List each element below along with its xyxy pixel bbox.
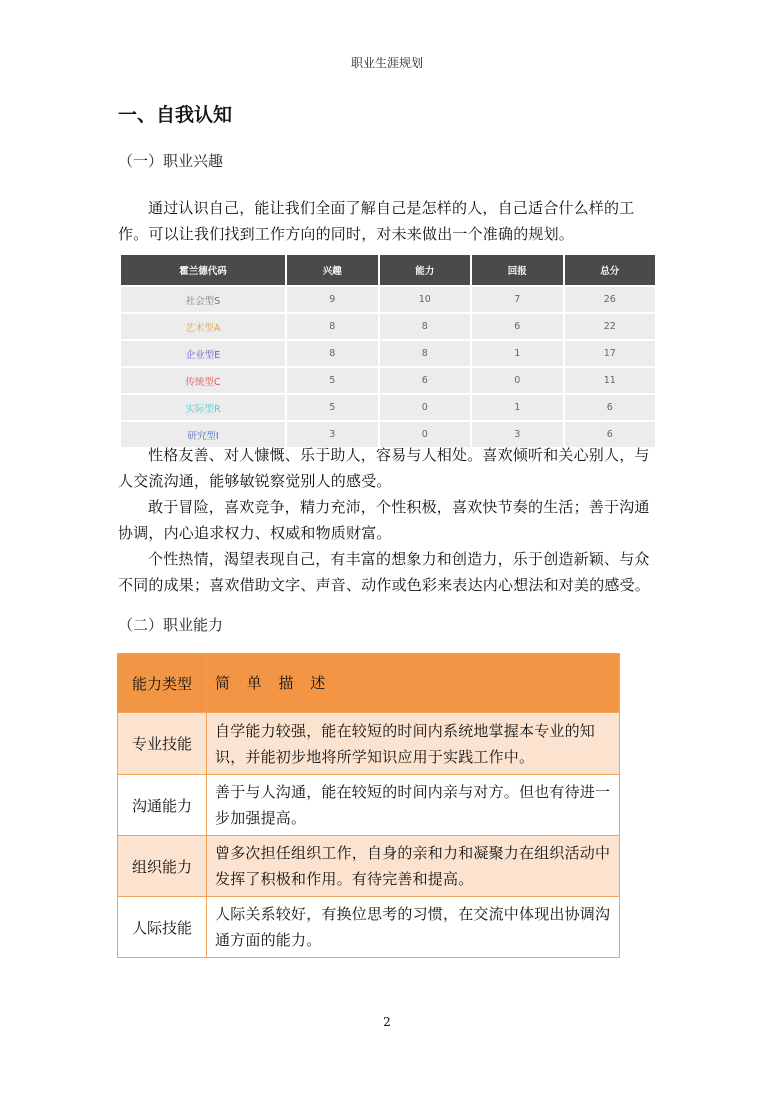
holland-code-cell: 实际型R bbox=[121, 395, 285, 420]
ability-row bbox=[118, 897, 620, 958]
holland-value-cell: 1 bbox=[472, 395, 563, 420]
holland-value-cell: 6 bbox=[380, 368, 471, 393]
holland-value-cell: 1 bbox=[472, 341, 563, 366]
holland-value-cell: 0 bbox=[380, 422, 471, 447]
ability-type: 沟通能力 bbox=[118, 775, 207, 836]
ability-type: 专业技能 bbox=[118, 713, 207, 775]
ability-type: 人际技能 bbox=[118, 897, 207, 958]
holland-row bbox=[121, 287, 655, 312]
holland-header-total: 总分 bbox=[565, 255, 656, 285]
holland-value-cell: 6 bbox=[472, 314, 563, 339]
holland-value-cell: 8 bbox=[287, 341, 378, 366]
holland-value-cell: 0 bbox=[472, 368, 563, 393]
ability-row bbox=[118, 775, 620, 836]
holland-header-row bbox=[121, 255, 655, 285]
holland-row bbox=[121, 395, 655, 420]
subsection-title-ability: （二）职业能力 bbox=[118, 616, 224, 634]
personality-paragraph-2: 敢于冒险，喜欢竞争，精力充沛，个性积极，喜欢快节奏的生活；善于沟通协调，内心追求权力、权威和物质财富。 bbox=[118, 498, 650, 542]
holland-value-cell: 3 bbox=[287, 422, 378, 447]
holland-value-cell: 8 bbox=[380, 341, 471, 366]
ability-type: 组织能力 bbox=[118, 836, 207, 897]
holland-table bbox=[119, 253, 657, 449]
holland-value-cell: 7 bbox=[472, 287, 563, 312]
holland-header-reward: 回报 bbox=[472, 255, 563, 285]
personality-paragraph-1: 性格友善、对人慷慨、乐于助人，容易与人相处。喜欢倾听和关心别人，与人交流沟通，能够敏锐察觉别人的感受。 bbox=[118, 446, 650, 490]
ability-table bbox=[117, 653, 620, 958]
holland-header-interest: 兴趣 bbox=[287, 255, 378, 285]
holland-value-cell: 5 bbox=[287, 368, 378, 393]
ability-desc: 人际关系较好，有换位思考的习惯，在交流中体现出协调沟通方面的能力。 bbox=[207, 897, 620, 958]
holland-value-cell: 5 bbox=[287, 395, 378, 420]
ability-row bbox=[118, 713, 620, 775]
holland-value-cell: 6 bbox=[565, 422, 656, 447]
holland-code-cell: 艺术型A bbox=[121, 314, 285, 339]
ability-desc: 曾多次担任组织工作，自身的亲和力和凝聚力在组织活动中发挥了积极和作用。有待完善和提高。 bbox=[207, 836, 620, 897]
holland-value-cell: 8 bbox=[380, 314, 471, 339]
holland-row bbox=[121, 341, 655, 366]
section-title: 一、自我认知 bbox=[118, 104, 233, 126]
holland-value-cell: 8 bbox=[287, 314, 378, 339]
page-number: 2 bbox=[383, 1015, 391, 1029]
holland-row bbox=[121, 368, 655, 393]
holland-header-ability: 能力 bbox=[380, 255, 471, 285]
holland-header-code: 霍兰德代码 bbox=[121, 255, 285, 285]
holland-value-cell: 0 bbox=[380, 395, 471, 420]
personality-paragraph-3: 个性热情，渴望表现自己，有丰富的想象力和创造力，乐于创造新颖、与众不同的成果；喜欢借助文字、声音、动作或色彩来表达内心想法和对美的感受。 bbox=[118, 550, 651, 594]
holland-value-cell: 11 bbox=[565, 368, 656, 393]
holland-value-cell: 9 bbox=[287, 287, 378, 312]
ability-header-type: 能力类型 bbox=[118, 654, 207, 713]
holland-code-cell: 研究型I bbox=[121, 422, 285, 447]
ability-desc: 善于与人沟通，能在较短的时间内亲与对方。但也有待进一步加强提高。 bbox=[207, 775, 620, 836]
holland-value-cell: 3 bbox=[472, 422, 563, 447]
holland-row bbox=[121, 314, 655, 339]
holland-value-cell: 22 bbox=[565, 314, 656, 339]
holland-code-cell: 企业型E bbox=[121, 341, 285, 366]
holland-value-cell: 6 bbox=[565, 395, 656, 420]
ability-desc: 自学能力较强，能在较短的时间内系统地掌握本专业的知识，并能初步地将所学知识应用于实践工作中。 bbox=[207, 713, 620, 775]
holland-value-cell: 26 bbox=[565, 287, 656, 312]
ability-header-row bbox=[118, 654, 620, 713]
holland-value-cell: 10 bbox=[380, 287, 471, 312]
subsection-title-interest: （一）职业兴趣 bbox=[118, 152, 224, 170]
ability-header-desc: 简 单 描 述 bbox=[207, 654, 620, 713]
intro-paragraph: 通过认识自己，能让我们全面了解自己是怎样的人，自己适合什么样的工作。可以让我们找到工作方向的同时，对未来做出一个准确的规划。 bbox=[118, 199, 635, 243]
holland-value-cell: 17 bbox=[565, 341, 656, 366]
holland-code-cell: 传统型C bbox=[121, 368, 285, 393]
holland-code-cell: 社会型S bbox=[121, 287, 285, 312]
ability-row bbox=[118, 836, 620, 897]
page-header: 职业生涯规划 bbox=[350, 56, 423, 70]
